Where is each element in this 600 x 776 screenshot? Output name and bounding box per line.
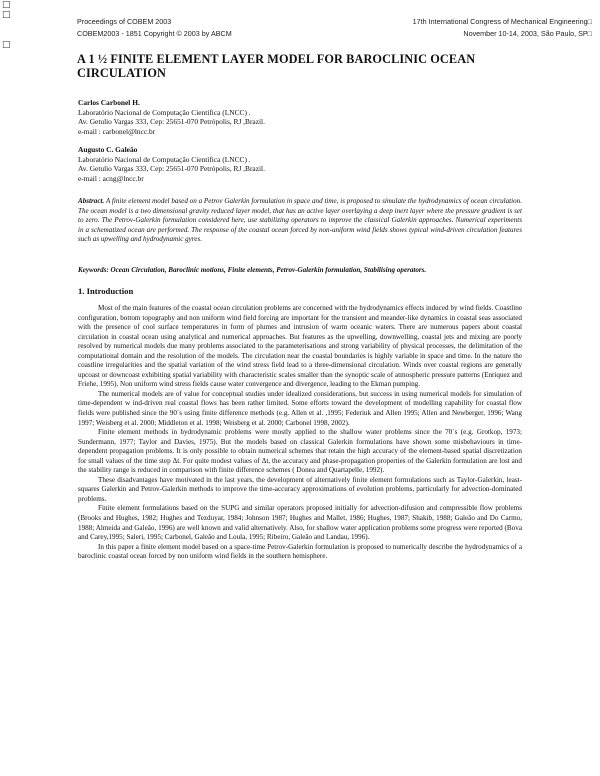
corner-mark: □ (2, 10, 11, 20)
paragraph: Finite element formulations based on the SUPG and similar operators proposed initially for advection-difusion and compressible flow problems (Brooks and Hughes, 1982; Hughes and Tezduyar, 1984; Johnson 1987; Hughes and Mallet, 1986; Hughes, 1987; Shakib, 1988; Galeão and Do Carmo, 1988; Almeida and Galeão, 1996) are well known and valid alternatively. Also, for shallow water application problems some progress were reported (Bova and Carey,1995; Saleri, 1995; Carbonel, Galeão and Loula, 1995; Ribeiro, Galeão and Landau, 1996). (78, 504, 522, 542)
paragraph: In this paper a finite element model based on a space-time Petrov-Galerkin formulation is proposed to numerically describe the hydrodynamics of a baroclinic coastal ocean forced by non uniform wind fields in the southern hemisphere. (78, 542, 522, 561)
paragraph: These disadvantages have motivated in the last years, the development of alternatively finite element formulations such as Taylor-Galerkin, least-squares Galerkin and Petrov-Galerkin methods to improve the time-accuracy approximations of evolution problems, particularly for advection-dominated problems. (78, 475, 522, 503)
header-paper-id: COBEM2003 - 1851 Copyright © 2003 by ABCM (77, 29, 232, 38)
paragraph: Most of the main features of the coastal ocean circulation problems are concerned with the hydrodynamics effects induced by wind fields. Coastline configuration, bottom topography and non uniform wind field forcing are important for the transient and meander-like dynamics in coastal seas associated with the presence of cool surface temperatures in form of plumes and intrusion of warm oceanic waters. There are numerous papers about coastal circulation in coastal ocean using analytical and numerical approaches. But features as the upwelling, downwelling, coastal jets and mixing are poorly resolved by numerical models due many problems associated to the parameterisations and strong variability of physical processes, the delimitation of the computational domain and the resolution of the models. The circulation near the coastal boundaries is highly variable in space and time. In the nature the coastline irregularities and the spatial variation of the wind stress field lead to a three-dimensional circulation. Winds over coastal regions are generally upcoast or downcoast exhibiting spatial variability with characteristic scales smaller than the synoptic scale of atmospheric pressure patterns (Enriquez and Friehe, 1995). Non uniform wind stress fields cause water convergence and divergence, leading to the Ekman pumping. (78, 304, 522, 389)
header-congress: 17th International Congress of Mechanical Engineering□ (412, 17, 592, 26)
author-block (78, 98, 548, 136)
paragraph: Finite element methods in hydrodynamic problems were mostly applied to the shallow water problems since the 70´s (e.g. Grotkop, 1973; Sundermann, 1977; Taylor and Davies, 1975). But the models based on classical Galerkin formulations have shown some misbehaviours in time-dependent propagation problems. It is only possible to obtain numerical schemes that retain the high accuracy of the element-based spatial discretization for small values of the time step Δt. For quite modest values of Δt, the accuracy and phase-propagation properties of the Galerkin formulation are lost and the stability range is reduced in comparison with finite difference schemes ( Donea and Quartapelle, 1992). (78, 428, 522, 475)
paper-title: A 1 ½ FINITE ELEMENT LAYER MODEL FOR BAROCLINIC OCEAN CIRCULATION (77, 52, 476, 80)
corner-mark: □ (2, 40, 11, 50)
section-heading: 1. Introduction (78, 286, 134, 296)
author-name: Augusto C. Galeão (78, 145, 138, 154)
keywords: Keywords: Ocean Circulation, Baroclinic motions, Finite elements, Petrov-Galerkin formulation, Stabilising operators. (78, 266, 427, 274)
author-affiliation: Laboratório Nacional de Computação Científica (LNCC) . (78, 154, 251, 164)
abstract-label: Abstract. (78, 197, 105, 205)
author-email: e-mail : carbonel@lncc.br (78, 126, 156, 136)
author-address: Av. Getulio Vargas 333, Cep: 25651-070 Petrópolis, RJ ,Brazil. (78, 117, 265, 126)
header-date-location: November 10-14, 2003, São Paulo, SP□ (463, 29, 592, 38)
author-block (78, 145, 548, 183)
author-name: Carlos Carbonel H. (78, 98, 140, 107)
corner-mark: □ (2, 0, 11, 10)
section-body (78, 304, 522, 562)
author-address: Av. Getulio Vargas 333, Cep: 25651-070 Petrópolis, RJ ,Brazil. (78, 164, 265, 173)
paragraph: The numerical models are of value for conceptual studies under idealized considerations, but success in using numerical models for simulation of time-dependent w ind-driven real coastal flows has been rather limited. Some efforts toward the development of modelling capability for coastal flow fields were published since the 90´s using finite difference methods (e.g. Allen et al. ,1995; Federiuk and Allen 1995; Allen and Newberger, 1996; Wang 1997; Weisberg et al. 2000; Middleton et al. 1998; Weisberg et al. 2000; Carbonel 1998, 2002). (78, 389, 522, 427)
abstract-text: A finite element model based on a Petrov Galerkin formulation in space and time, is proposed to simulate the hydrodynamics of ocean circulation. The ocean model is a two dimensional gravity reduced layer model, that has an active layer overlaying a deep inert layer where the pressure gradient is set to zero. The Petrov-Galerkin formulation considered here, use stabilizing operators to improve the classical Galerkin approaches. Numerical experiments in a schematized ocean are performed. The response of the coastal ocean forced by non-uniform wind fields shows typical wind-driven circulation features such as upwelling and hydrodynamic gyres. (78, 197, 522, 243)
author-affiliation: Laboratório Nacional de Computação Científica (LNCC) . (78, 107, 251, 117)
author-email: e-mail : acng@lncc.br (78, 173, 144, 183)
abstract (78, 197, 522, 245)
header-proceedings: Proceedings of COBEM 2003 (77, 17, 172, 26)
